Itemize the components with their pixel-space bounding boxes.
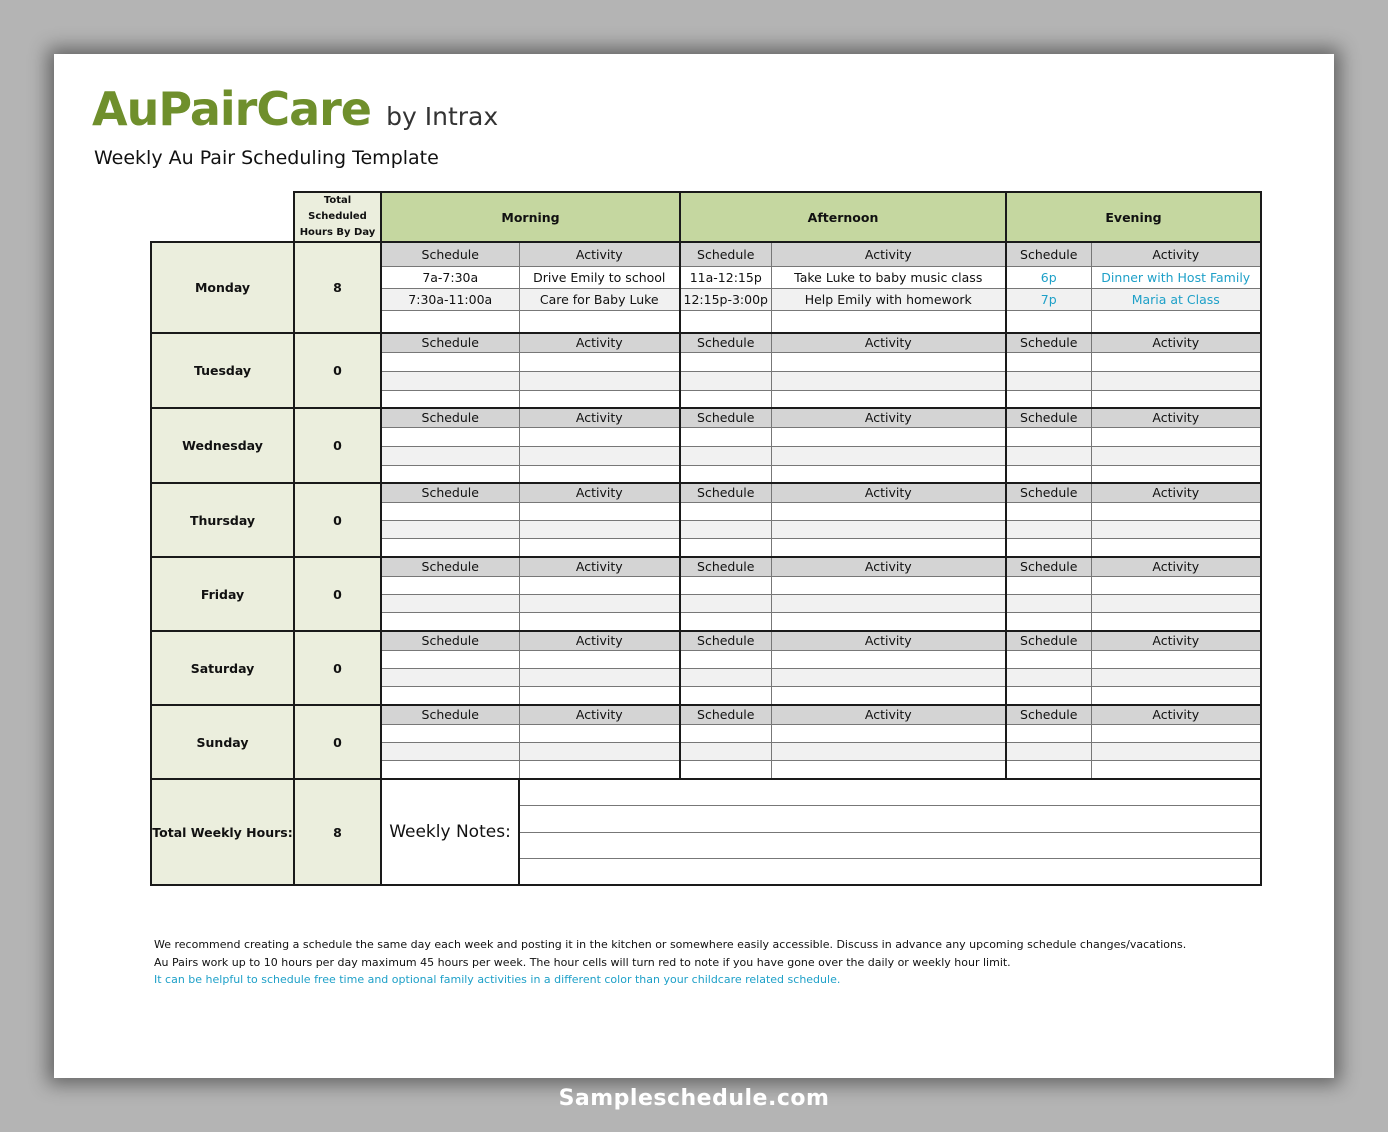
cell-evening-schedule[interactable] — [1006, 520, 1091, 538]
cell-evening-schedule[interactable] — [1006, 742, 1091, 760]
day-block-wednesday — [151, 408, 1261, 427]
cell-morning-activity[interactable] — [519, 310, 680, 333]
day-label-wednesday: Wednesday — [151, 408, 294, 483]
cell-morning-activity[interactable] — [519, 520, 680, 538]
period-header-evening: Evening — [1006, 192, 1261, 242]
column-header-afternoon-schedule: Schedule — [680, 408, 771, 427]
cell-morning-activity[interactable] — [519, 427, 680, 446]
day-label-friday: Friday — [151, 557, 294, 631]
column-header-evening-schedule: Schedule — [1006, 483, 1091, 502]
cell-evening-activity[interactable] — [1091, 427, 1261, 446]
column-header-morning-schedule: Schedule — [381, 705, 519, 724]
cell-morning-schedule[interactable] — [381, 760, 519, 779]
day-label-monday: Monday — [151, 242, 294, 333]
cell-morning-activity[interactable] — [519, 446, 680, 465]
period-header-afternoon: Afternoon — [680, 192, 1006, 242]
cell-afternoon-schedule[interactable] — [680, 650, 771, 668]
cell-evening-activity[interactable] — [1091, 668, 1261, 686]
cell-morning-activity[interactable]: Drive Emily to school — [519, 266, 680, 288]
day-label-thursday: Thursday — [151, 483, 294, 557]
cell-evening-schedule[interactable] — [1006, 427, 1091, 446]
cell-evening-activity[interactable] — [1091, 650, 1261, 668]
cell-afternoon-schedule[interactable] — [680, 612, 771, 631]
cell-morning-activity[interactable] — [519, 538, 680, 557]
cell-afternoon-schedule[interactable] — [680, 668, 771, 686]
column-header-evening-schedule: Schedule — [1006, 705, 1091, 724]
cell-afternoon-activity[interactable] — [771, 446, 1006, 465]
column-header-morning-activity: Activity — [519, 631, 680, 650]
column-header-afternoon-activity: Activity — [771, 408, 1006, 427]
cell-evening-schedule[interactable]: 6p — [1006, 266, 1091, 288]
brand-name: AuPairCare — [92, 82, 372, 136]
cell-morning-schedule[interactable] — [381, 650, 519, 668]
cell-afternoon-activity[interactable] — [771, 576, 1006, 594]
brand-logo — [92, 82, 498, 136]
cell-morning-activity[interactable] — [519, 650, 680, 668]
cell-morning-schedule[interactable] — [381, 520, 519, 538]
period-header-morning: Morning — [381, 192, 680, 242]
cell-afternoon-activity[interactable] — [771, 724, 1006, 742]
cell-afternoon-activity[interactable] — [771, 742, 1006, 760]
day-block-monday — [151, 242, 1261, 266]
cell-evening-activity[interactable] — [1091, 686, 1261, 705]
cell-morning-activity[interactable] — [519, 390, 680, 408]
total-weekly-hours-value: 8 — [294, 779, 381, 885]
cell-evening-schedule[interactable] — [1006, 686, 1091, 705]
cell-afternoon-schedule[interactable] — [680, 390, 771, 408]
footnote-line: Au Pairs work up to 10 hours per day maximum 45 hours per week. The hour cells will turn red to note if you have gone over the daily or weekly hour limit. — [154, 955, 1011, 969]
column-header-afternoon-activity: Activity — [771, 631, 1006, 650]
day-block-sunday — [151, 705, 1261, 724]
column-header-evening-schedule: Schedule — [1006, 557, 1091, 576]
column-header-afternoon-schedule: Schedule — [680, 483, 771, 502]
column-header-morning-schedule: Schedule — [381, 333, 519, 352]
cell-morning-activity[interactable] — [519, 686, 680, 705]
cell-evening-schedule[interactable] — [1006, 538, 1091, 557]
cell-morning-activity[interactable]: Care for Baby Luke — [519, 288, 680, 310]
cell-afternoon-schedule[interactable] — [680, 576, 771, 594]
cell-evening-activity[interactable] — [1091, 576, 1261, 594]
brand-suffix: by Intrax — [386, 102, 499, 131]
cell-morning-schedule[interactable] — [381, 576, 519, 594]
footnote-line: We recommend creating a schedule the same day each week and posting it in the kitchen or somewhere easily accessible. Discuss in advance any upcoming schedule changes/vacations. — [154, 938, 1187, 951]
cell-evening-schedule[interactable] — [1006, 668, 1091, 686]
cell-afternoon-schedule[interactable]: 12:15p-3:00p — [680, 288, 771, 310]
cell-afternoon-activity[interactable]: Help Emily with homework — [771, 288, 1006, 310]
column-header-afternoon-activity: Activity — [771, 705, 1006, 724]
cell-afternoon-activity[interactable] — [771, 650, 1006, 668]
cell-morning-schedule[interactable] — [381, 612, 519, 631]
total-hours-header — [294, 192, 381, 242]
column-header-afternoon-schedule: Schedule — [680, 631, 771, 650]
column-header-morning-schedule: Schedule — [381, 242, 519, 266]
column-header-morning-activity: Activity — [519, 408, 680, 427]
cell-evening-activity[interactable] — [1091, 742, 1261, 760]
column-header-evening-activity: Activity — [1091, 483, 1261, 502]
cell-morning-schedule[interactable] — [381, 446, 519, 465]
column-header-afternoon-activity: Activity — [771, 557, 1006, 576]
cell-morning-activity[interactable] — [519, 612, 680, 631]
cell-evening-activity[interactable] — [1091, 612, 1261, 631]
cell-afternoon-activity[interactable] — [771, 465, 1006, 483]
day-hours-thursday: 0 — [294, 483, 381, 557]
day-label-sunday: Sunday — [151, 705, 294, 779]
column-header-afternoon-schedule: Schedule — [680, 557, 771, 576]
cell-morning-schedule[interactable] — [381, 668, 519, 686]
cell-evening-activity[interactable] — [1091, 538, 1261, 557]
column-header-morning-schedule: Schedule — [381, 557, 519, 576]
cell-afternoon-activity[interactable] — [771, 352, 1006, 371]
column-header-morning-schedule: Schedule — [381, 408, 519, 427]
day-hours-saturday: 0 — [294, 631, 381, 705]
cell-morning-schedule[interactable] — [381, 686, 519, 705]
total-hours-header-line2: Hours By Day — [299, 227, 376, 238]
day-hours-wednesday: 0 — [294, 408, 381, 483]
column-header-morning-schedule: Schedule — [381, 631, 519, 650]
weekly-notes-line[interactable] — [519, 832, 1261, 858]
footnotes — [154, 936, 1186, 989]
cell-morning-activity[interactable] — [519, 465, 680, 483]
day-hours-friday: 0 — [294, 557, 381, 631]
column-header-morning-schedule: Schedule — [381, 483, 519, 502]
cell-morning-schedule[interactable] — [381, 538, 519, 557]
column-header-evening-schedule: Schedule — [1006, 333, 1091, 352]
cell-morning-schedule[interactable] — [381, 502, 519, 520]
cell-evening-activity[interactable] — [1091, 594, 1261, 612]
day-hours-sunday: 0 — [294, 705, 381, 779]
cell-morning-schedule[interactable] — [381, 465, 519, 483]
cell-afternoon-schedule[interactable] — [680, 465, 771, 483]
cell-afternoon-activity[interactable] — [771, 668, 1006, 686]
day-hours-monday: 8 — [294, 242, 381, 333]
column-header-evening-activity: Activity — [1091, 631, 1261, 650]
cell-afternoon-activity[interactable] — [771, 686, 1006, 705]
cell-morning-schedule[interactable] — [381, 310, 519, 333]
cell-afternoon-schedule[interactable] — [680, 502, 771, 520]
cell-afternoon-schedule[interactable] — [680, 742, 771, 760]
cell-afternoon-activity[interactable] — [771, 760, 1006, 779]
cell-morning-schedule[interactable] — [381, 724, 519, 742]
cell-evening-schedule[interactable] — [1006, 310, 1091, 333]
day-block-thursday — [151, 483, 1261, 502]
document-page — [54, 54, 1334, 1078]
totals-row — [151, 779, 1261, 805]
cell-morning-activity[interactable] — [519, 760, 680, 779]
cell-afternoon-schedule[interactable] — [680, 686, 771, 705]
cell-afternoon-activity[interactable] — [771, 310, 1006, 333]
day-hours-tuesday: 0 — [294, 333, 381, 408]
column-header-evening-activity: Activity — [1091, 408, 1261, 427]
column-header-evening-schedule: Schedule — [1006, 631, 1091, 650]
cell-morning-activity[interactable] — [519, 371, 680, 390]
cell-evening-activity[interactable] — [1091, 352, 1261, 371]
cell-evening-activity[interactable]: Maria at Class — [1091, 288, 1261, 310]
cell-morning-schedule[interactable] — [381, 390, 519, 408]
weekly-notes-label: Weekly Notes: — [381, 779, 519, 885]
cell-evening-activity[interactable] — [1091, 446, 1261, 465]
cell-evening-schedule[interactable]: 7p — [1006, 288, 1091, 310]
day-label-tuesday: Tuesday — [151, 333, 294, 408]
weekly-notes-line[interactable] — [519, 779, 1261, 805]
cell-afternoon-schedule[interactable] — [680, 760, 771, 779]
cell-afternoon-activity[interactable] — [771, 520, 1006, 538]
cell-evening-schedule[interactable] — [1006, 576, 1091, 594]
total-weekly-hours-label: Total Weekly Hours: — [151, 779, 294, 885]
column-header-morning-activity: Activity — [519, 333, 680, 352]
cell-morning-activity[interactable] — [519, 724, 680, 742]
cell-afternoon-schedule[interactable] — [680, 724, 771, 742]
column-header-morning-activity: Activity — [519, 705, 680, 724]
cell-afternoon-activity[interactable] — [771, 538, 1006, 557]
schedule-table — [150, 191, 1262, 886]
cell-evening-activity[interactable]: Dinner with Host Family — [1091, 266, 1261, 288]
cell-evening-schedule[interactable] — [1006, 446, 1091, 465]
footnote-line-colored: It can be helpful to schedule free time and optional family activities in a different color than your childcare related schedule. — [154, 973, 841, 986]
cell-afternoon-schedule[interactable] — [680, 427, 771, 446]
cell-evening-activity[interactable] — [1091, 760, 1261, 779]
cell-evening-schedule[interactable] — [1006, 390, 1091, 408]
day-label-saturday: Saturday — [151, 631, 294, 705]
cell-afternoon-schedule[interactable] — [680, 446, 771, 465]
cell-evening-schedule[interactable] — [1006, 502, 1091, 520]
column-header-morning-activity: Activity — [519, 242, 680, 266]
cell-morning-activity[interactable] — [519, 352, 680, 371]
cell-morning-schedule[interactable] — [381, 742, 519, 760]
page-title: Weekly Au Pair Scheduling Template — [94, 147, 439, 169]
day-block-tuesday — [151, 333, 1261, 352]
column-header-evening-activity: Activity — [1091, 242, 1261, 266]
column-header-afternoon-activity: Activity — [771, 242, 1006, 266]
weekly-notes-line[interactable] — [519, 805, 1261, 832]
cell-evening-schedule[interactable] — [1006, 612, 1091, 631]
cell-evening-activity[interactable] — [1091, 465, 1261, 483]
column-header-evening-schedule: Schedule — [1006, 408, 1091, 427]
cell-afternoon-activity[interactable] — [771, 427, 1006, 446]
cell-morning-schedule[interactable] — [381, 352, 519, 371]
column-header-evening-activity: Activity — [1091, 705, 1261, 724]
cell-evening-activity[interactable] — [1091, 371, 1261, 390]
cell-evening-schedule[interactable] — [1006, 352, 1091, 371]
cell-evening-schedule[interactable] — [1006, 371, 1091, 390]
cell-afternoon-schedule[interactable] — [680, 538, 771, 557]
column-header-afternoon-activity: Activity — [771, 333, 1006, 352]
cell-morning-schedule[interactable] — [381, 427, 519, 446]
cell-evening-schedule[interactable] — [1006, 650, 1091, 668]
cell-evening-schedule[interactable] — [1006, 465, 1091, 483]
cell-morning-activity[interactable] — [519, 668, 680, 686]
cell-evening-activity[interactable] — [1091, 520, 1261, 538]
column-header-afternoon-schedule: Schedule — [680, 242, 771, 266]
cell-afternoon-schedule[interactable] — [680, 310, 771, 333]
cell-morning-schedule[interactable] — [381, 371, 519, 390]
day-block-saturday — [151, 631, 1261, 650]
cell-morning-activity[interactable] — [519, 576, 680, 594]
cell-afternoon-activity[interactable] — [771, 594, 1006, 612]
watermark: Sampleschedule.com — [558, 1086, 830, 1111]
cell-morning-activity[interactable] — [519, 742, 680, 760]
cell-evening-schedule[interactable] — [1006, 760, 1091, 779]
day-block-friday — [151, 557, 1261, 576]
cell-afternoon-activity[interactable] — [771, 612, 1006, 631]
cell-afternoon-activity[interactable] — [771, 502, 1006, 520]
column-header-evening-activity: Activity — [1091, 557, 1261, 576]
column-header-morning-activity: Activity — [519, 483, 680, 502]
cell-evening-activity[interactable] — [1091, 502, 1261, 520]
column-header-afternoon-schedule: Schedule — [680, 333, 771, 352]
cell-afternoon-schedule[interactable] — [680, 520, 771, 538]
column-header-afternoon-schedule: Schedule — [680, 705, 771, 724]
column-header-evening-activity: Activity — [1091, 333, 1261, 352]
cell-evening-activity[interactable] — [1091, 310, 1261, 333]
cell-evening-activity[interactable] — [1091, 724, 1261, 742]
cell-afternoon-activity[interactable] — [771, 390, 1006, 408]
total-hours-header-line1: Total Scheduled — [308, 195, 367, 222]
cell-morning-activity[interactable] — [519, 502, 680, 520]
cell-evening-schedule[interactable] — [1006, 724, 1091, 742]
column-header-evening-schedule: Schedule — [1006, 242, 1091, 266]
cell-morning-activity[interactable] — [519, 594, 680, 612]
cell-morning-schedule[interactable]: 7a-7:30a — [381, 266, 519, 288]
cell-afternoon-schedule[interactable] — [680, 594, 771, 612]
cell-morning-schedule[interactable] — [381, 594, 519, 612]
cell-afternoon-schedule[interactable] — [680, 352, 771, 371]
column-header-afternoon-activity: Activity — [771, 483, 1006, 502]
column-header-morning-activity: Activity — [519, 557, 680, 576]
cell-evening-schedule[interactable] — [1006, 594, 1091, 612]
cell-afternoon-schedule[interactable]: 11a-12:15p — [680, 266, 771, 288]
weekly-notes-line[interactable] — [519, 858, 1261, 885]
cell-afternoon-activity[interactable]: Take Luke to baby music class — [771, 266, 1006, 288]
cell-evening-activity[interactable] — [1091, 390, 1261, 408]
corner-blank — [151, 192, 294, 242]
cell-afternoon-schedule[interactable] — [680, 371, 771, 390]
cell-morning-schedule[interactable]: 7:30a-11:00a — [381, 288, 519, 310]
cell-afternoon-activity[interactable] — [771, 371, 1006, 390]
